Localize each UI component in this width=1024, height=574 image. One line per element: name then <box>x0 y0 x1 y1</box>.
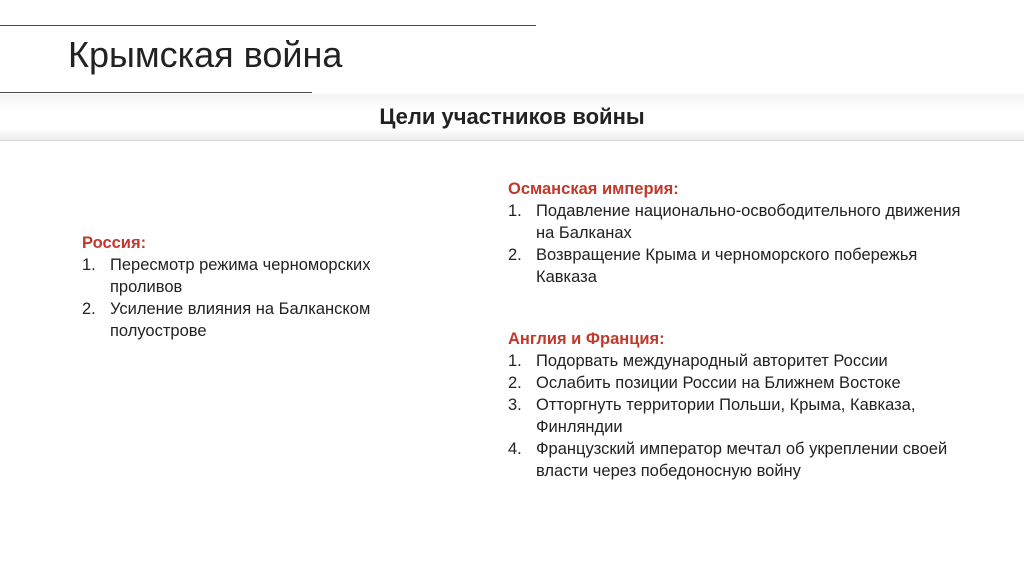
slide-title: Крымская война <box>68 34 343 75</box>
list-item-text: Французский император мечтал об укреплении своей власти через победоносную войну <box>536 440 948 480</box>
list-item-text: Усиление влияния на Балканском полуострове <box>110 300 371 340</box>
list-item <box>508 200 978 244</box>
russia-goals-block <box>82 232 442 342</box>
list-item-number: 2. <box>508 374 522 392</box>
list-item-number: 4. <box>508 440 522 458</box>
list-item-text: Возвращение Крыма и черноморского побережья Кавказа <box>536 246 918 286</box>
list-item-number: 2. <box>508 246 522 264</box>
list-item-text: Подорвать международный авторитет России <box>536 352 888 370</box>
list-item <box>508 372 978 394</box>
russia-heading: Россия: <box>82 234 147 252</box>
list-item-text: Подавление национально-освободительного движения на Балканах <box>536 202 961 242</box>
slide-subtitle: Цели участников войны <box>379 104 645 129</box>
title-divider-line <box>0 92 312 93</box>
list-item-number: 3. <box>508 396 522 414</box>
list-item <box>82 254 442 298</box>
list-item-text: Отторгнуть территории Польши, Крыма, Кавказа, Финляндии <box>536 396 916 436</box>
ottoman-goals-list <box>508 200 978 288</box>
list-item <box>508 394 978 438</box>
list-item <box>508 350 978 372</box>
england-france-goals-block <box>508 328 978 482</box>
england-france-heading: Англия и Франция: <box>508 330 665 348</box>
england-france-goals-list <box>508 350 978 482</box>
russia-goals-list <box>82 254 442 342</box>
list-item-number: 1. <box>508 352 522 370</box>
list-item <box>508 438 978 482</box>
list-item <box>508 244 978 288</box>
ottoman-goals-block <box>508 178 978 288</box>
list-item-number: 1. <box>508 202 522 220</box>
list-item-number: 1. <box>82 256 96 274</box>
list-item <box>82 298 442 342</box>
list-item-text: Пересмотр режима черноморских проливов <box>110 256 371 296</box>
list-item-number: 2. <box>82 300 96 318</box>
ottoman-heading: Османская империя: <box>508 180 679 198</box>
list-item-text: Ослабить позиции России на Ближнем Востоке <box>536 374 901 392</box>
top-divider-line <box>0 25 536 26</box>
